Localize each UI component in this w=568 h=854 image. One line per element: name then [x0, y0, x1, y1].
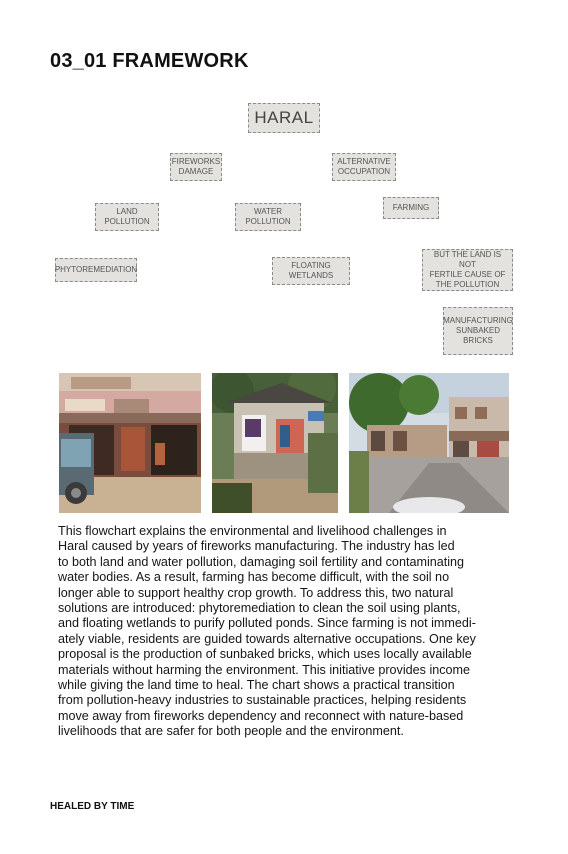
flow-node-land-not-fertile: BUT THE LAND IS NOT FERTILE CAUSE OF THE POLLUTION: [422, 249, 513, 291]
flow-node-fireworks-damage: FIREWORKS DAMAGE: [170, 153, 222, 181]
footer-label: HEALED BY TIME: [50, 801, 135, 812]
flow-node-floating-wetlands: FLOATING WETLANDS: [272, 257, 350, 285]
kiosk-photo: [212, 373, 338, 513]
flow-node-alternative-occupation: ALTERNATIVE OCCUPATION: [332, 153, 396, 181]
framework-flowchart: [0, 95, 568, 365]
shop-street-photo: [59, 373, 201, 513]
page-title: 03_01 FRAMEWORK: [50, 50, 249, 72]
village-road-photo: [349, 373, 509, 513]
flow-node-farming: FARMING: [383, 197, 439, 219]
flow-node-phytoremediation: PHYTOREMEDIATION: [55, 258, 137, 282]
description-paragraph: This flowchart explains the environmental and livelihood challenges in Haral caused by years of fireworks manufacturing. The industry has led to both land and water pollution, damaging soil fertility and contaminating water bodies. As a result, farming has become difficult, with the soil no longer able to support healthy crop growth. To address this, two natural solutions are introduced: phytoremediation to clean the soil using plants, and floating wetlands to purify polluted ponds. Since farming is not immedi- ately viable, residents are guided towards alternative occupations. One key proposal is the production of sunbaked bricks, which uses locally available materials without harming the environment. This initiative provides income while giving the land time to heal. The chart shows a practical transition from pollution-heavy industries to sustainable practices, helping residents move away from fireworks dependency and reconnect with nature-based livelihoods that are safer for both people and the environment.: [58, 524, 476, 739]
flow-node-water-pollution: WATER POLLUTION: [235, 203, 301, 231]
flow-node-sunbaked-bricks: MANUFACTURING SUNBAKED BRICKS: [443, 307, 513, 355]
flow-node-haral: HARAL: [248, 103, 320, 133]
flow-node-land-pollution: LAND POLLUTION: [95, 203, 159, 231]
